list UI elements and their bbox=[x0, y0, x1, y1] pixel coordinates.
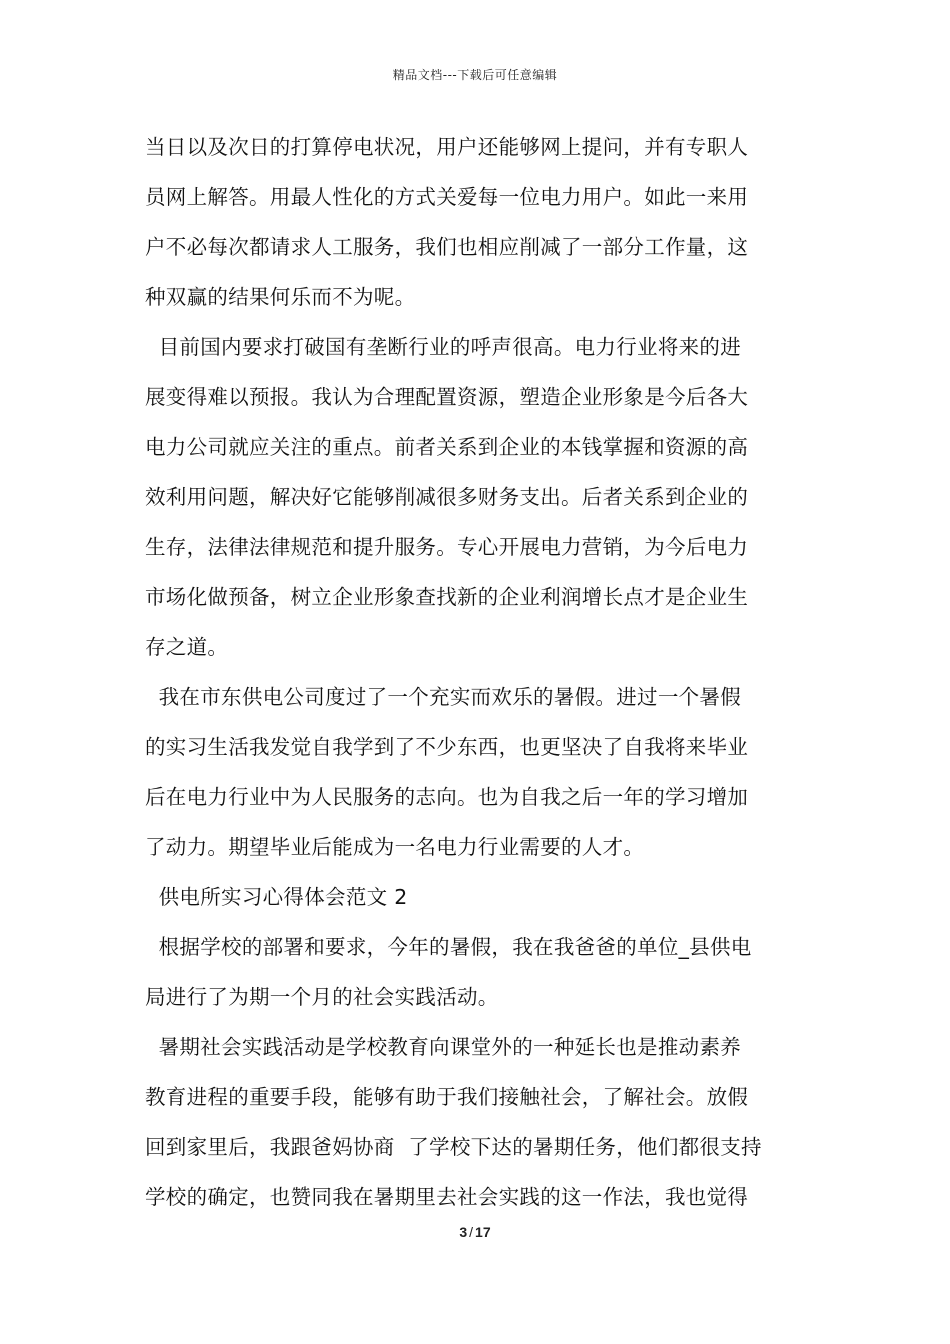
text-line: 后在电力行业中为人民服务的志向。也为自我之后一年的学习增加 bbox=[145, 785, 749, 809]
text-line: 户不必每次都请求人工服务，我们也相应削减了一部分工作量，这 bbox=[145, 235, 749, 259]
current-page: 3 bbox=[459, 1224, 468, 1240]
section-heading: 供电所实习心得体会范文 2 bbox=[145, 885, 408, 909]
text-line: 当日以及次日的打算停电状况，用户还能够网上提问，并有专职人 bbox=[145, 135, 749, 159]
text-line: 员网上解答。用最人性化的方式关爱每一位电力用户。如此一来用 bbox=[145, 185, 749, 209]
text-line: 目前国内要求打破国有垄断行业的呼声很高。电力行业将来的进 bbox=[145, 335, 742, 359]
page-number bbox=[0, 1224, 950, 1240]
text-line: 存之道。 bbox=[145, 635, 229, 659]
text-line: 种双赢的结果何乐而不为呢。 bbox=[145, 285, 416, 309]
text-line: 了动力。期望毕业后能成为一名电力行业需要的人才。 bbox=[145, 835, 645, 859]
text-line: 根据学校的部署和要求，今年的暑假，我在我爸爸的单位_县供电 bbox=[145, 935, 752, 959]
text-line: 暑期社会实践活动是学校教育向课堂外的一种延长也是推动素养 bbox=[145, 1035, 742, 1059]
text-line: 学校的确定，也赞同我在暑期里去社会实践的这一作法，我也觉得 bbox=[145, 1185, 749, 1209]
text-line: 展变得难以预报。我认为合理配置资源，塑造企业形象是今后各大 bbox=[145, 385, 749, 409]
text-line: 的实习生活我发觉自我学到了不少东西，也更坚决了自我将来毕业 bbox=[145, 735, 749, 759]
page-separator: / bbox=[469, 1224, 474, 1240]
text-line: 我在市东供电公司度过了一个充实而欢乐的暑假。进过一个暑假 bbox=[145, 685, 742, 709]
document-body bbox=[145, 128, 807, 1228]
total-pages: 17 bbox=[475, 1224, 491, 1240]
text-line: 市场化做预备，树立企业形象查找新的企业利润增长点才是企业生 bbox=[145, 585, 749, 609]
text-line: 效利用问题，解决好它能够削减很多财务支出。后者关系到企业的 bbox=[145, 485, 749, 509]
text-line: 局进行了为期一个月的社会实践活动。 bbox=[145, 985, 499, 1009]
text-line: 生存，法律法律规范和提升服务。专心开展电力营销，为今后电力 bbox=[145, 535, 749, 559]
page-header: 精品文档---下载后可任意编辑 bbox=[392, 68, 558, 82]
text-line: 电力公司就应关注的重点。前者关系到企业的本钱掌握和资源的高 bbox=[145, 435, 749, 459]
text-line: 教育进程的重要手段，能够有助于我们接触社会，了解社会。放假 bbox=[145, 1085, 749, 1109]
text-line: 回到家里后，我跟爸妈协商 了学校下达的暑期任务，他们都很支持 bbox=[145, 1135, 762, 1159]
